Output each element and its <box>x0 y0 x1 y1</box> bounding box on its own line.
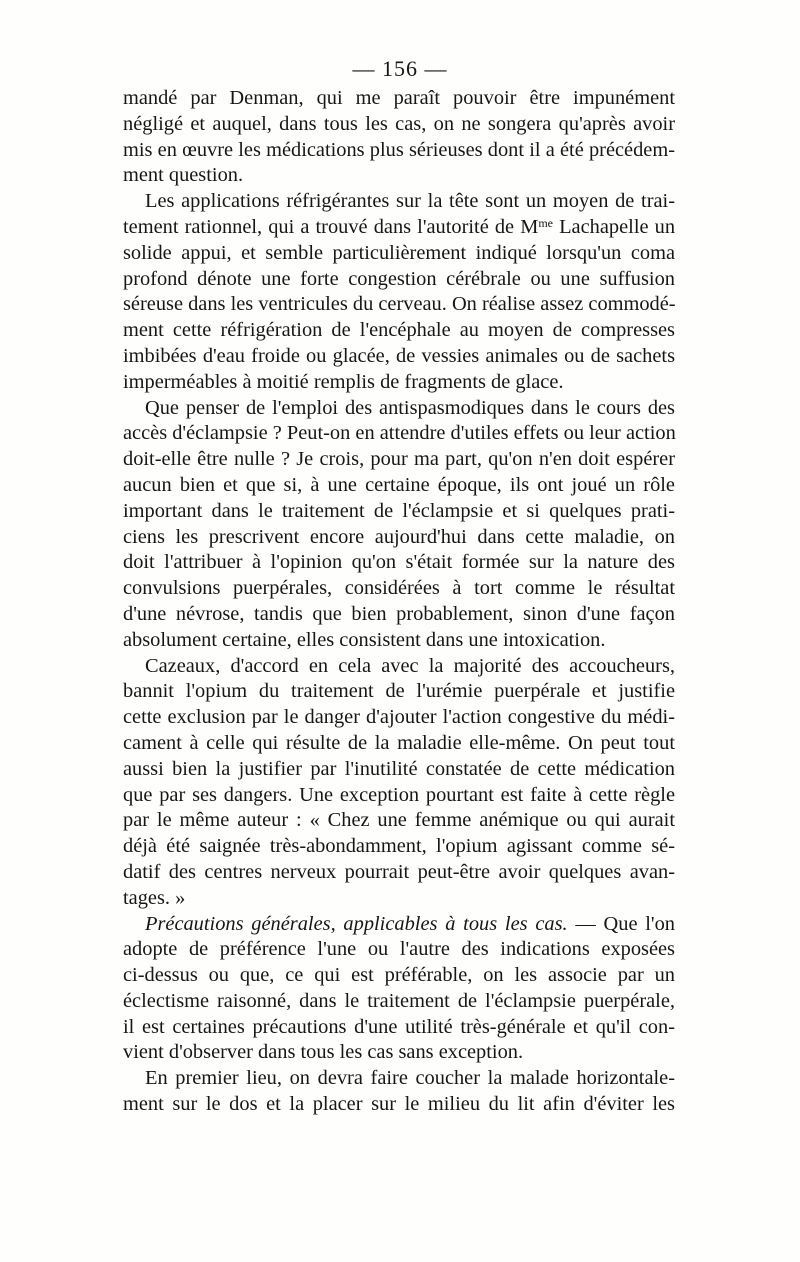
text-line: absolument certaine, elles consistent dans une intoxication. <box>123 628 606 651</box>
text-line: par le même auteur : « Chez une femme anémique ou qui aurait <box>123 809 675 832</box>
text-line: que par ses dangers. Une exception pourtant est faite à cette règle <box>123 783 675 806</box>
text-line: important dans le traitement de l'éclampsie et si quelques prati- <box>123 499 675 522</box>
text-line <box>123 215 675 241</box>
text-line: cette exclusion par le danger d'ajouter l'action congestive du médi- <box>123 706 675 729</box>
text-line: déjà été saignée très-abondamment, l'opium agissant comme sé- <box>123 835 675 858</box>
text-line: ci-dessus ou que, ce qui est préférable, on les associe par un <box>123 964 675 987</box>
text-line: Cazeaux, d'accord en cela avec la majorité des accoucheurs, <box>145 654 675 677</box>
text-line: ment question. <box>123 164 244 187</box>
text-line: aussi bien la justifier par l'inutilité constatée de cette médication <box>123 757 675 780</box>
text-line: solide appui, et semble particulièrement indiqué lorsqu'un coma <box>123 241 675 264</box>
body-text <box>123 86 675 1118</box>
text-line: aucun bien et que si, à une certaine époque, ils ont joué un rôle <box>123 473 675 496</box>
superscript: me <box>538 215 554 230</box>
text-line: accès d'éclampsie ? Peut-on en attendre d'utiles effets ou leur action <box>123 422 676 445</box>
text-line: adopte de préférence l'une ou l'autre des indications exposées <box>123 938 675 961</box>
text-line: d'une névrose, tandis que bien probablement, sinon d'une façon <box>123 602 675 625</box>
text-line: éclectisme raisonné, dans le traitement de l'éclampsie puerpérale, <box>123 989 675 1012</box>
text-line: bannit l'opium du traitement de l'urémie puerpérale et justifie <box>123 680 675 703</box>
text-line: convulsions puerpérales, considérées à tort comme le résultat <box>123 577 675 600</box>
text-line: profond dénote une forte congestion cérébrale ou une suffusion <box>123 267 675 290</box>
text-line: vient d'observer dans tous les cas sans exception. <box>123 1041 524 1064</box>
text-line: doit-elle être nulle ? Je crois, pour ma part, qu'on n'en doit espérer <box>123 448 675 471</box>
text-line: ciens les prescrivent encore aujourd'hui dans cette maladie, on <box>123 525 675 548</box>
text-line: séreuse dans les ventricules du cerveau. On réalise assez commodé- <box>123 293 676 316</box>
text-line: Les applications réfrigérantes sur la tête sont un moyen de trai- <box>145 190 675 213</box>
text-line: Que penser de l'emploi des antispasmodiques dans le cours des <box>145 396 675 419</box>
text-line: imperméables à moitié remplis de fragments de glace. <box>123 370 564 393</box>
text-line: cament à celle qui résulte de la maladie elle-même. On peut tout <box>123 731 675 754</box>
page-number: — 156 — <box>352 56 448 81</box>
text-fragment: tement rationnel, qui a trouvé dans l'autorité de M <box>123 215 539 238</box>
text-line: ment cette réfrigération de l'encéphale au moyen de compresses <box>123 319 675 342</box>
text-line: doit l'attribuer à l'opinion qu'on s'était formée sur la nature des <box>123 551 675 574</box>
text-line: négligé et auquel, dans tous les cas, on ne songera qu'après avoir <box>123 112 675 135</box>
text-line: mis en œuvre les médications plus sérieuses dont il a été précédem- <box>123 138 675 161</box>
text-line: tages. » <box>123 886 186 909</box>
text-line <box>123 912 675 938</box>
text-line: mandé par Denman, qui me paraît pouvoir être impunément <box>123 87 675 109</box>
text-fragment: — Que l'on <box>567 912 675 935</box>
section-heading: Précautions générales, applicables à tous les cas. <box>145 912 568 935</box>
text-line: datif des centres nerveux pourrait peut-être avoir quelques avan- <box>123 860 675 883</box>
text-line: il est certaines précautions d'une utilité très-générale et qu'il con- <box>123 1015 675 1038</box>
text-line: imbibées d'eau froide ou glacée, de vessies animales ou de sachets <box>123 344 675 367</box>
text-line: ment sur le dos et la placer sur le milieu du lit afin d'éviter les <box>123 1093 675 1116</box>
text-fragment: Lachapelle un <box>553 215 676 238</box>
text-line: En premier lieu, on devra faire coucher la malade horizontale- <box>145 1067 675 1090</box>
